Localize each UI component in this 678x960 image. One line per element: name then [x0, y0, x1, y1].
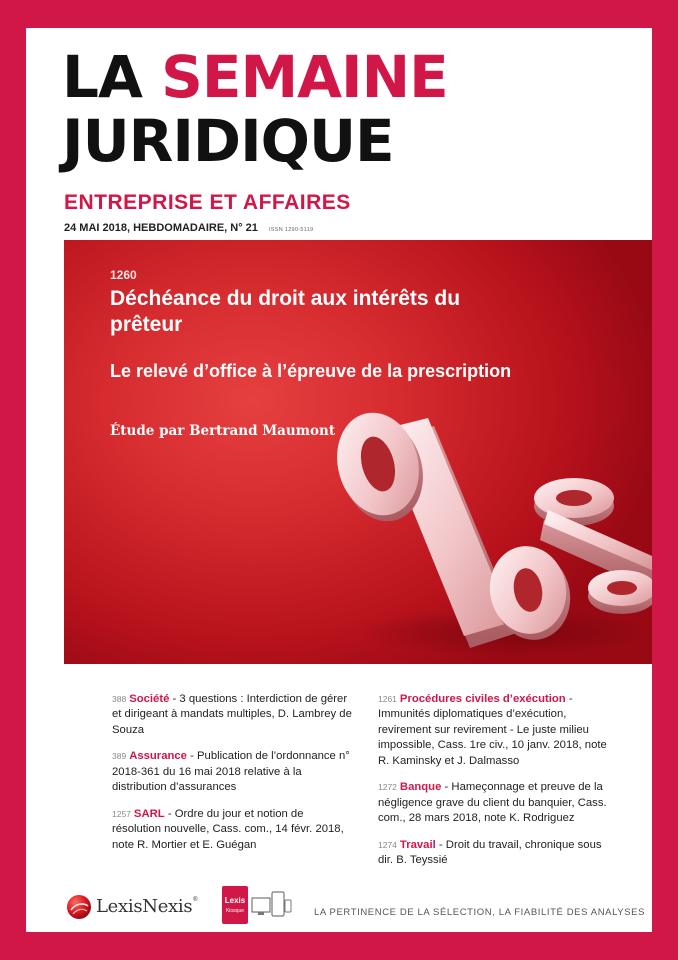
hero-article-number: 1260 [110, 268, 137, 282]
contents-item-number: 1274 [378, 839, 397, 850]
contents-item-number: 389 [112, 751, 127, 762]
journal-cover [26, 28, 652, 932]
masthead-juridique: JURIDIQUE [62, 107, 394, 175]
tablet-icon [272, 892, 284, 916]
contents-item-topic: Banque [399, 781, 442, 794]
issn: ISSN 1290-5119 [268, 227, 314, 233]
masthead-subtitle: ENTREPRISE ET AFFAIRES [64, 191, 351, 214]
contents-item-topic: Travail [399, 838, 436, 851]
contents-item-topic: Assurance [129, 750, 187, 763]
kiosque-label-2: Kiosque [225, 908, 245, 914]
kiosque-label-1: Lexis [224, 896, 246, 905]
footer-tagline: LA PERTINENCE DE LA SÉLECTION, LA FIABILITÉ DES ANALYSES [314, 907, 646, 918]
lexisnexis-logo[interactable] [66, 894, 216, 922]
hero-article-author: Étude par Bertrand Maumont [110, 423, 336, 439]
contents-item-text: Hameçonnage et preuve de la négligence grave du client du banquier, Cass. com., 28 mars 2018, note K. Rodriguez [378, 781, 607, 825]
contents-item-number: 388 [112, 694, 127, 704]
lexis-kiosque-devices-icon[interactable] [222, 886, 292, 926]
contents-item-text: Droit du travail, chronique sous dir. B. Teyssié [378, 838, 602, 867]
contents-item[interactable]: 1272 Banque - Hameçonnage et preuve de la négligence grave du client du banquier, Cass. com., 28 mars 2018, note K. Rodriguez [378, 781, 607, 825]
contents-item-text: Ordre du jour et notion de résolution nouvelle, Cass. com., 14 févr. 2018, note R. Mortier et E. Guégan [112, 807, 344, 851]
logo-registered: ® [192, 896, 199, 903]
masthead-semaine: SEMAINE [161, 43, 448, 111]
issue-date: 24 MAI 2018, HEBDOMADAIRE, N° 21 [64, 222, 258, 234]
contents-item-text: 3 questions : Interdiction de gérer et dirigeant à mandats multiples, D. Lambrey de Souza [112, 693, 352, 736]
contents-item-number: 1272 [378, 782, 397, 793]
contents-item-topic: Société [129, 693, 170, 705]
contents-item[interactable]: 1274 Travail - Droit du travail, chronique sous dir. B. Teyssié [378, 838, 602, 867]
hero-article-subtitle: Le relevé d’office à l’épreuve de la prescription [110, 361, 512, 381]
logo-wordmark: LexisNexis [96, 896, 193, 917]
issue-info [64, 222, 313, 234]
contents-item-topic: SARL [133, 807, 165, 820]
contents-item[interactable]: 389 Assurance - Publication de l’ordonnance n° 2018-361 du 16 mai 2018 relative à la distribution d’assurances [112, 750, 350, 794]
contents-item-topic: Procédures civiles d’exécution [399, 693, 566, 705]
contents-item-text: Publication de l’ordonnance n° 2018-361 du 16 mai 2018 relative à la distribution d’assurances [112, 750, 350, 794]
contents-item[interactable]: 1257 SARL - Ordre du jour et notion de résolution nouvelle, Cass. com., 14 févr. 2018, note R. Mortier et E. Guégan [112, 807, 344, 851]
contents-item[interactable]: 1261 Procédures civiles d’exécution - Immunités diplomatiques d’exécution, revirement sur revirement - Le juste milieu impossible, Cass. 1re civ., 10 janv. 2018, note R. Kaminsky et J. Dalmasso [378, 693, 607, 767]
contents-column-right [378, 692, 618, 880]
masthead-la: LA [62, 43, 142, 111]
contents-column-left [112, 692, 352, 864]
contents-item-text: Immunités diplomatiques d’exécution, revirement sur revirement - Le juste milieu impossible, Cass. 1re civ., 10 janv. 2018, note R. Kaminsky et J. Dalmasso [378, 708, 607, 767]
phone-icon [285, 900, 291, 912]
percent-sign-3d-icon [334, 400, 652, 664]
monitor-icon [252, 898, 270, 912]
hero-article-title: Déchéance du droit aux intérêts du prêteur [110, 287, 461, 337]
hero-article[interactable] [64, 240, 652, 664]
contents-item-number: 1261 [378, 694, 397, 704]
contents-item-number: 1257 [112, 808, 131, 819]
contents-item[interactable]: 388 Société - 3 questions : Interdiction de gérer et dirigeant à mandats multiples, D. Lambrey de Souza [112, 693, 352, 736]
masthead-line-1 [62, 43, 448, 111]
lexisnexis-globe-icon [66, 894, 92, 920]
